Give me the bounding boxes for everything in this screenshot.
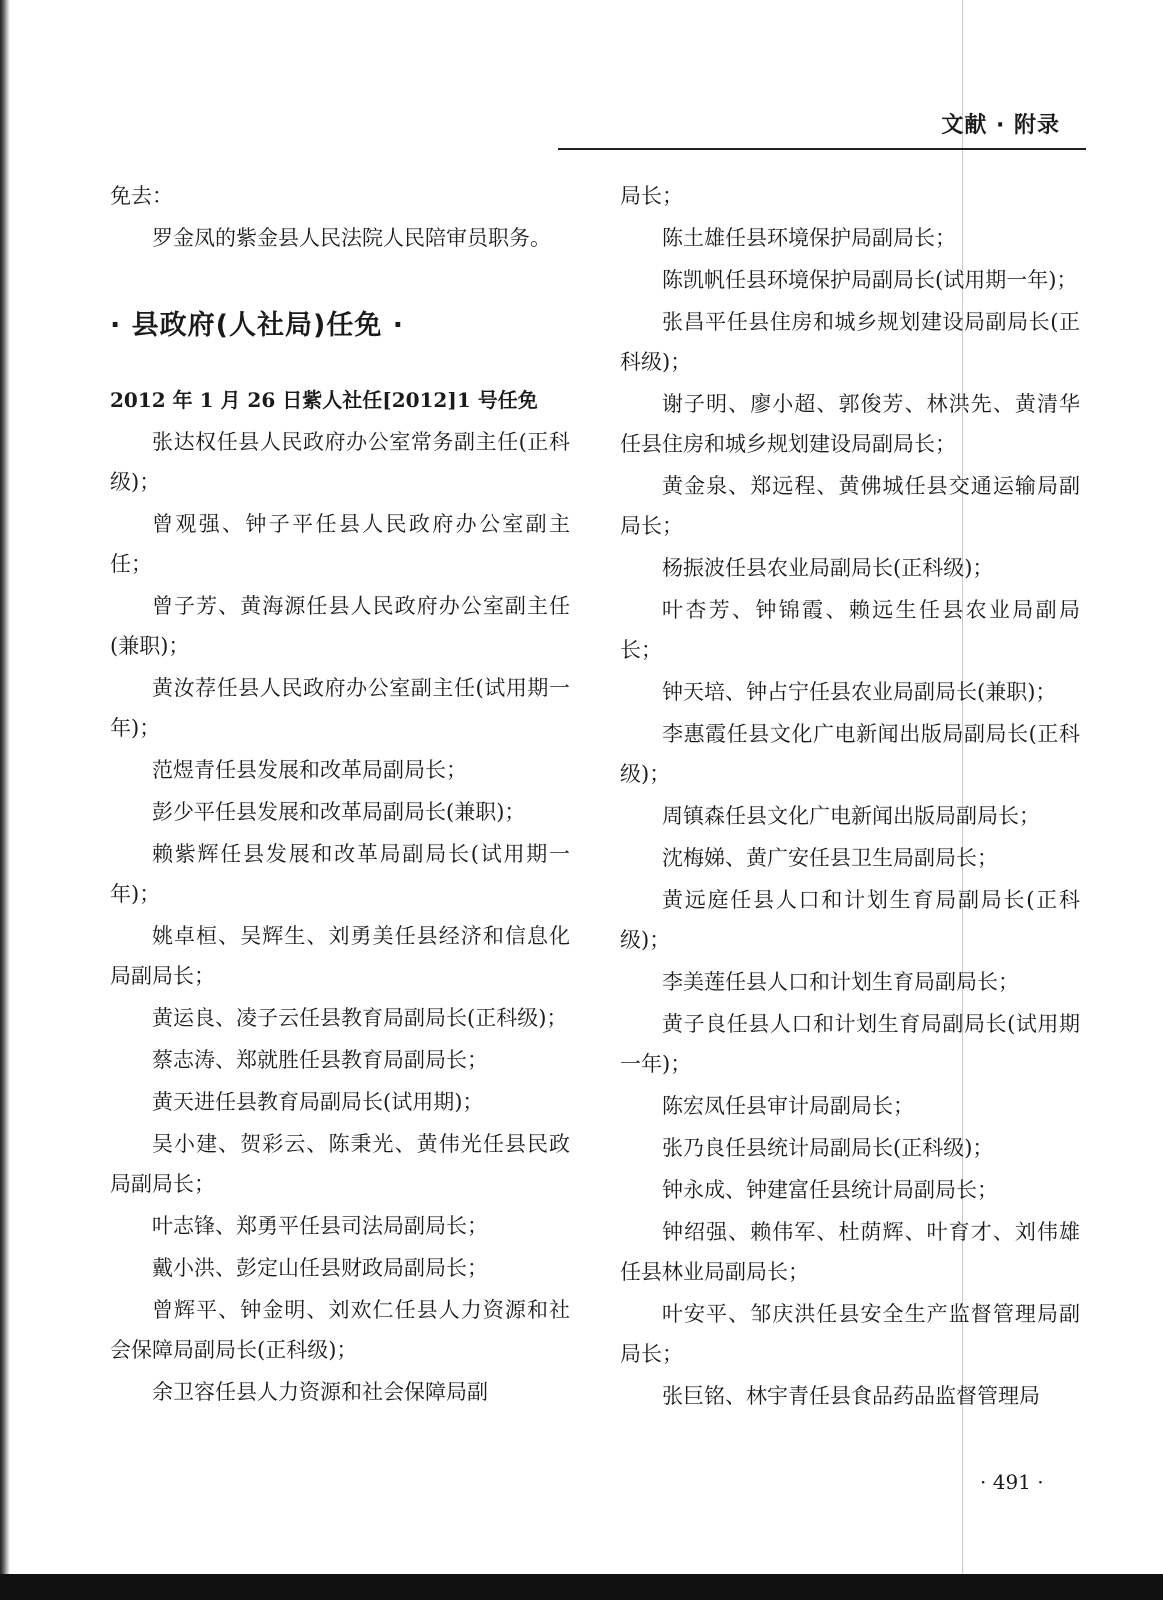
appointment-paragraph: 赖紫辉任县发展和改革局副局长(试用期一年)；	[110, 842, 570, 906]
appointment-paragraph: 叶志锋、郑勇平任县司法局副局长；	[152, 1214, 488, 1238]
appointment-paragraph: 钟永成、钟建富任县统计局副局长；	[662, 1178, 998, 1202]
running-head: 文献 · 附录	[941, 113, 1060, 138]
appointment-paragraph: 张昌平任县住房和城乡规划建设局副局长(正科级)；	[620, 310, 1080, 374]
appointment-paragraph: 黄运良、凌子云任县教育局副局长(正科级)；	[152, 1006, 568, 1030]
appointment-paragraph: 钟天培、钟占宁任县农业局副局长(兼职)；	[662, 680, 1057, 704]
right-column	[620, 176, 1080, 1418]
appointment-paragraph: 李美莲任县人口和计划生育局副局长；	[662, 970, 1019, 994]
appointment-paragraph: 李惠霞任县文化广电新闻出版局副局长(正科级)；	[620, 722, 1080, 786]
section-title: · 县政府(人社局)任免 ·	[110, 310, 404, 341]
appointment-paragraph: 蔡志涛、郑就胜任县教育局副局长；	[152, 1048, 488, 1072]
appointment-paragraph: 杨振波任县农业局副局长(正科级)；	[662, 556, 994, 580]
appointment-paragraph: 吴小建、贺彩云、陈秉光、黄伟光任县民政局副局长；	[110, 1132, 570, 1196]
dismiss-text: 罗金凤的紫金县人民法院人民陪审员职务。	[152, 226, 551, 250]
appointment-paragraph: 余卫容任县人力资源和社会保障局副	[152, 1380, 488, 1404]
appointment-paragraph: 张乃良任县统计局副局长(正科级)；	[662, 1136, 994, 1160]
appointment-paragraph: 陈凯帆任县环境保护局副局长(试用期一年)；	[662, 268, 1078, 292]
left-column	[110, 176, 570, 1414]
continuation-text: 局长；	[620, 184, 683, 208]
appointment-paragraph: 谢子明、廖小超、郭俊芳、林洪先、黄清华任县住房和城乡规划建设局副局长；	[620, 392, 1080, 456]
appointment-paragraph: 姚卓桓、吴辉生、刘勇美任县经济和信息化局副局长；	[110, 924, 570, 988]
date-line: 2012 年 1 月 26 日紫人社任[2012]1 号任免	[110, 388, 538, 412]
appointment-paragraph: 黄远庭任县人口和计划生育局副局长(正科级)；	[620, 888, 1080, 952]
appointment-paragraph: 曾子芳、黄海源任县人民政府办公室副主任(兼职)；	[110, 594, 570, 658]
header-rule	[558, 148, 1086, 150]
appointment-paragraph: 戴小洪、彭定山任县财政局副局长；	[152, 1256, 488, 1280]
appointment-paragraph: 曾辉平、钟金明、刘欢仁任县人力资源和社会保障局副局长(正科级)；	[110, 1298, 570, 1362]
appointment-paragraph: 钟绍强、赖伟军、杜荫辉、叶育才、刘伟雄任县林业局副局长；	[620, 1220, 1080, 1284]
appointment-paragraph: 黄天进任县教育局副局长(试用期)；	[152, 1090, 484, 1114]
appointment-paragraph: 叶杏芳、钟锦霞、赖远生任县农业局副局长；	[620, 598, 1080, 662]
appointment-paragraph: 黄金泉、郑远程、黄佛城任县交通运输局副局长；	[620, 474, 1080, 538]
appointment-paragraph: 张达权任县人民政府办公室常务副主任(正科级)；	[110, 430, 570, 494]
appointment-paragraph: 周镇森任县文化广电新闻出版局副局长；	[662, 804, 1040, 828]
appointment-paragraph: 黄子良任县人口和计划生育局副局长(试用期一年)；	[620, 1012, 1080, 1076]
appointment-paragraph: 范煜青任县发展和改革局副局长；	[152, 758, 467, 782]
appointment-paragraph: 沈梅娣、黄广安任县卫生局副局长；	[662, 846, 998, 870]
appointment-paragraph: 张巨铭、林宇青任县食品药品监督管理局	[662, 1384, 1040, 1408]
scan-edge-bottom	[0, 1574, 1163, 1600]
page-number: · 491 ·	[980, 1470, 1044, 1494]
appointment-paragraph: 曾观强、钟子平任县人民政府办公室副主任；	[110, 512, 570, 576]
appointment-paragraph: 黄汝荐任县人民政府办公室副主任(试用期一年)；	[110, 676, 570, 740]
appointment-paragraph: 陈土雄任县环境保护局副局长；	[662, 226, 956, 250]
dismiss-label: 免去：	[110, 184, 173, 208]
appointment-paragraph: 彭少平任县发展和改革局副局长(兼职)；	[152, 800, 526, 824]
appointment-paragraph: 叶安平、邹庆洪任县安全生产监督管理局副局长；	[620, 1302, 1080, 1366]
appointment-paragraph: 陈宏凤任县审计局副局长；	[662, 1094, 914, 1118]
scan-edge-left	[0, 0, 10, 1600]
